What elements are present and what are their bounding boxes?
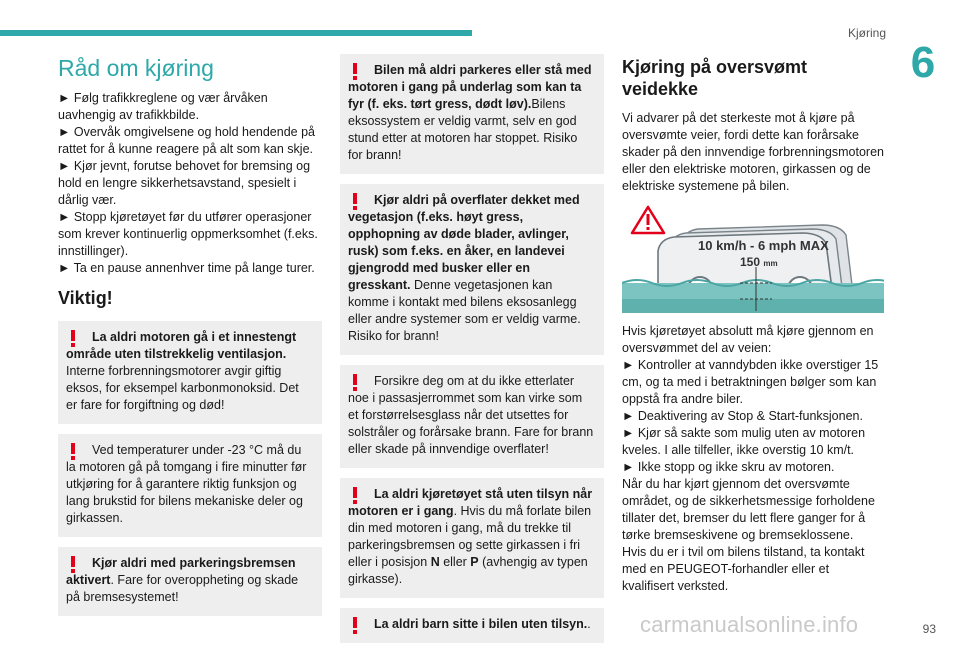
advice-item: ► Stopp kjøretøyet før du utfører operasjoner som krever kontinuerlig oppmerksomhet (f.eks. innstillinger). bbox=[58, 210, 318, 258]
instruction-line: ► Kontroller at vanndybden ikke overstiger 15 cm, og ta med i betraktningen bølger som kan oppstå fra andre biler. bbox=[622, 358, 879, 406]
chapter-title: Kjøring bbox=[847, 26, 886, 40]
warning-text: Interne forbrenningsmotorer avgir giftig eksos, for eksempel karbonmonoksid. Det er fare for forgiftning og død! bbox=[66, 364, 299, 412]
warning-box bbox=[340, 184, 604, 355]
warning-exclamation-icon bbox=[66, 556, 80, 574]
advice-item: ► Følg trafikkreglene og vær årvåken uavhengig av trafikkbilde. bbox=[58, 91, 268, 122]
column-2 bbox=[340, 54, 604, 653]
page-number: 93 bbox=[922, 622, 936, 636]
warning-bold-text: Kjør aldri på overflater dekket med vegetasjon (f.eks. høyt gress, opphopning av døde blader, avlinger, rusk) som f.eks. en åker, en landevei gjengrodd med busker eller en gresskant. bbox=[348, 193, 580, 292]
chapter-color-bar bbox=[0, 30, 472, 36]
warning-exclamation-icon bbox=[348, 63, 362, 81]
warning-exclamation-icon bbox=[348, 193, 362, 211]
warning-triangle-icon bbox=[632, 207, 664, 233]
warning-text: Forsikre deg om at du ikke etterlater noe i passasjerrommet som kan virke som et forstørrelsesglass når det utsettes for solstråler og forårsake brann. Fare for brann eller skade på innvendige overflater! bbox=[348, 374, 594, 456]
column-3 bbox=[622, 54, 884, 595]
warning-text: Ved temperaturer under -23 °C må du la motoren gå på tomgang i fire minutter før utkjøring for å garantere riktig funksjon og lang brukstid for bilens mekaniske deler og girkassen. bbox=[66, 443, 307, 525]
flooded-intro: Vi advarer på det sterkeste mot å kjøre på oversvømte veier, fordi dette kan forårsake skader på den innvendige forbrenningsmotoren eller den elektriske motoren, girkassen og de elektriske systemene på bilen. bbox=[622, 111, 884, 193]
gear-p: P bbox=[470, 555, 479, 569]
warning-bold-text: La aldri kjøretøyet stå uten tilsyn når motoren er i gang bbox=[348, 487, 593, 518]
max-depth-label: 150 mm bbox=[740, 255, 778, 269]
warning-box bbox=[58, 321, 322, 424]
advice-item: ► Kjør jevnt, forutse behovet for bremsing og hold en lengre sikkerhetsavstand, spesielt i dårlig vær. bbox=[58, 159, 311, 207]
flooded-instructions bbox=[622, 323, 884, 595]
warning-text: eller bbox=[439, 555, 471, 569]
instruction-line: Hvis kjøretøyet absolutt må kjøre gjennom en oversvømmet del av veien: bbox=[622, 324, 874, 355]
instruction-line: ► Ikke stopp og ikke skru av motoren. bbox=[622, 460, 835, 474]
gear-n: N bbox=[430, 555, 440, 569]
warning-exclamation-icon bbox=[66, 443, 80, 461]
warning-bold-text: Bilen må aldri parkeres eller stå med motoren i gang på underlag som kan ta fyr (f. eks. tørt gress, dødt løv). bbox=[348, 63, 592, 111]
warning-bold-text: La aldri motoren gå i et innestengt område uten tilstrekkelig ventilasjon. bbox=[66, 330, 297, 361]
warning-text: Denne vegetasjonen kan komme i kontakt med bilens eksosanlegg eller andre systemer som er veldig varme. Risiko for brann! bbox=[348, 278, 581, 343]
warning-bold-text: La aldri barn sitte i bilen uten tilsyn. bbox=[374, 617, 588, 631]
warning-text: . Fare for overoppheting og skade på bremsesystemet! bbox=[66, 573, 299, 604]
max-speed-label: 10 km/h - 6 mph MAX bbox=[698, 238, 829, 253]
warning-text: . Hvis du må forlate bilen din med motoren i gang, må du trekke til parkeringsbremsen og sette girkassen i fri eller i posisjon bbox=[348, 504, 592, 569]
warning-bold-text: Kjør aldri med parkeringsbremsen aktivert bbox=[66, 556, 296, 587]
warning-box bbox=[340, 365, 604, 468]
instruction-line: ► Kjør så sakte som mulig uten av motoren kveles. I alle tilfeller, ikke overstig 10 km/t. bbox=[622, 426, 866, 457]
instruction-line: ► Deaktivering av Stop & Start-funksjonen. bbox=[622, 409, 863, 423]
advice-list bbox=[58, 90, 322, 277]
warning-exclamation-icon bbox=[66, 330, 80, 348]
advice-item: ► Overvåk omgivelsene og hold hendende på rattet for å kunne reagere på alt som kan skje. bbox=[58, 125, 315, 156]
advice-item: ► Ta en pause annenhver time på lange turer. bbox=[58, 261, 315, 275]
column-1 bbox=[58, 54, 322, 626]
warning-box bbox=[340, 608, 604, 643]
warning-box bbox=[340, 54, 604, 174]
warning-box bbox=[58, 547, 322, 616]
warning-exclamation-icon bbox=[348, 487, 362, 505]
section-title-flooded-road: Kjøring på oversvømt veidekke bbox=[622, 57, 808, 99]
warning-text: (avhengig av typen girkasse). bbox=[348, 555, 588, 586]
warning-exclamation-icon bbox=[348, 374, 362, 392]
warning-exclamation-icon bbox=[348, 617, 362, 635]
section-title-driving-advice: Råd om kjøring bbox=[58, 55, 214, 81]
warning-text: Bilens eksossystem er veldig varmt, selv en god stund etter at motoren har stoppet. Risiko for brann! bbox=[348, 97, 578, 162]
warning-text: . bbox=[587, 617, 591, 631]
instruction-line: Når du har kjørt gjennom det oversvømte området, og de sikkerhetsmessige forholdene tillater det, bremser du lett flere ganger for å tørke bremseskivene og bremseklossene. bbox=[622, 477, 875, 542]
watermark: carmanualsonline.info bbox=[640, 612, 859, 637]
warning-box bbox=[58, 434, 322, 537]
instruction-line: Hvis du er i tvil om bilens tilstand, ta kontakt med en PEUGEOT-forhandler eller et kvalifisert verksted. bbox=[622, 545, 865, 593]
chapter-number: 6 bbox=[910, 38, 936, 87]
flood-illustration bbox=[622, 203, 884, 313]
warning-box bbox=[340, 478, 604, 598]
important-heading: Viktig! bbox=[58, 288, 113, 308]
